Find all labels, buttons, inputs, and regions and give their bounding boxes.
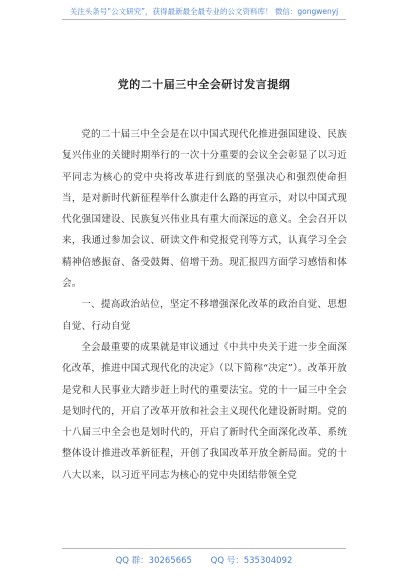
footer-qq-group: QQ 群：30265665 <box>115 556 192 566</box>
document-body <box>62 124 347 486</box>
footer-qq-number: QQ 号：535304092 <box>210 556 293 566</box>
header-note: 关注头条号“公文研究”，获得最新最全最专业的公文资料库！ 微信：gongwenyj <box>69 7 339 16</box>
paragraph-intro: 党的二十届三中全会是在以中国式现代化推进强国建设、民族复兴伟业的关键时期举行的一次十分重要的会议全会彰显了以习近平同志为核心的党中央将改革进行到底的坚强决心和强烈使命担当，是对新时代新征程举什么旗走什么路的再宣示，对以中国式现代化强国建设、民族复兴伟业具有重大而深远的意义。全会召开以来，我通过参加会议、研读文件和党报党刊等方式，认真学习全会精神倍感振奋、备受鼓舞、倍增干劲。现汇报四方面学习感悟和体会。 <box>62 129 347 290</box>
footer-contact <box>0 554 408 566</box>
header-divider <box>62 19 346 20</box>
paragraph-body-1: 全会最重要的成果就是审议通过《中共中央关于进一步全面深化改革，推进中国式现代化的决定》（以下简称“决定”）。改革开放是党和人民事业大踏步赶上时代的重要法宝。党的十一届三中全会是划时代的，开启了改革开放和社会主义现代化建设新时期。党的十八届三中全会也是划时代的，开启了新时代全面深化改革、系统整体设计推进改革新征程，开创了我国改革开放全新局面。党的十八大以来，以习近平同志为核心的党中央团结带领全党 <box>62 341 347 481</box>
paragraph-heading-1: 一、提高政治站位，坚定不移增强深化改革的政治自觉、思想自觉、行动自觉 <box>62 299 347 332</box>
footer-divider <box>62 548 346 549</box>
document-title: 党的二十届三中全会研讨发言提纲 <box>117 78 291 91</box>
